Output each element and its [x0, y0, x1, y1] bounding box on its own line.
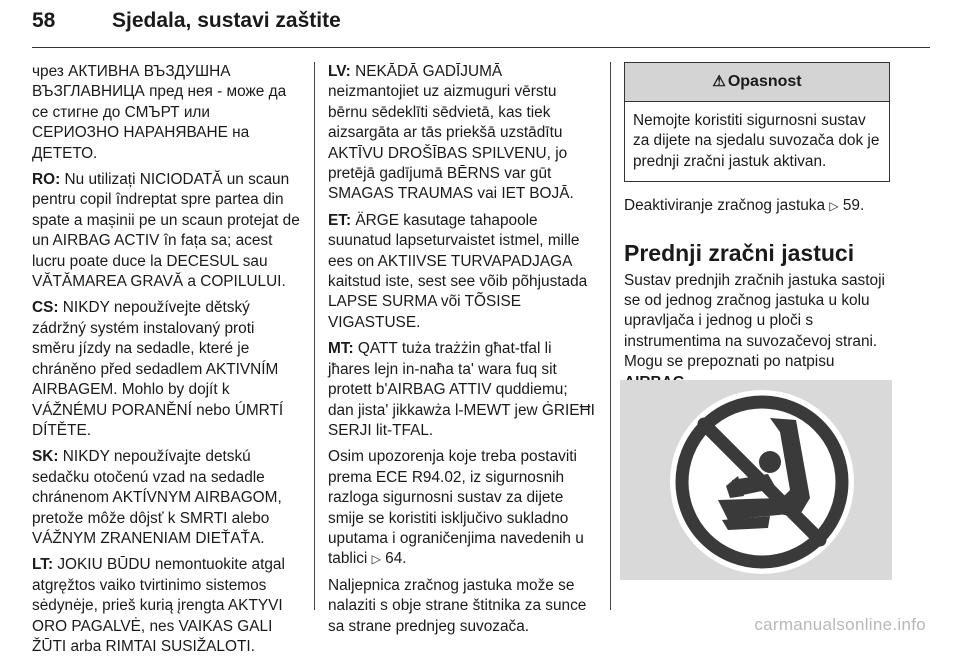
page-number: 58 — [32, 9, 56, 32]
danger-box — [624, 62, 890, 182]
lang-code: CS: — [32, 299, 59, 317]
page-reference-link[interactable]: 59 — [842, 197, 860, 215]
section-body: Sustav prednjih zračnih jastuka sastoji se od jednog zračnog jastuka u kolu upravljača i jednog u ploči s instrumentima na suvozačevoj strani. Mogu se prepoznati po natpisu — [624, 271, 885, 371]
warning-triangle-icon: ⚠ — [712, 73, 726, 90]
lang-code: MT: — [328, 340, 354, 358]
page-reference-link[interactable]: 64 — [385, 550, 403, 568]
warning-mt — [328, 339, 596, 441]
lang-code: RO: — [32, 171, 61, 189]
header-rule — [32, 47, 930, 48]
danger-box-title: Opasnost — [727, 73, 802, 90]
lang-code: ET: — [328, 211, 352, 229]
no-child-seat-sign — [620, 380, 892, 580]
column-divider — [610, 62, 611, 610]
warning-text: NIKDY nepoužívajte detskú sedačku otočenú vzad na sedadle chránenom AKTÍVNYM AIRBAGOM, pretože môže dôjsť k SMRTI alebo VÁŽNYM ZRANENIAM DIEŤAŤA. — [32, 448, 282, 547]
lang-code: LT: — [32, 556, 54, 574]
page-header — [32, 6, 930, 46]
warning-lv — [328, 62, 596, 205]
warning-text: JOKIU BŪDU nemontuokite atgal atgręžtos vaiko tvirtinimo sistemos sėdynėje, prieš kurią įrengta AKTYVI ORO PAGALVĖ, nes VAIKAS GALI ŽŪTI arba RIMTAI SUSIŽALOTI. — [32, 556, 285, 655]
warning-text: QATT tuża trażżin għat-tfal li jħares lejn in-naħa ta' wara fuq sit protett b'AIRBAG ATTIV quddiemu; dan jista' jikkawża l-MEWT jew ĠRIEĦI SERJI lit-TFAL. — [328, 340, 595, 439]
warning-text: NIKDY nepoužívejte dětský zádržný systém instalovaný proti směru jízdy na sedadle, které je chráněno před sedadlem AKTIVNÍM AIRBAGEM. Mohlo by dojít k VÁŽNÉMU PORANĚNÍ nebo ÚMRTÍ DÍTĚTE. — [32, 299, 284, 439]
reference-arrow-icon: ▷ — [829, 199, 839, 214]
danger-box-body: Nemojte koristiti sigurnosni sustav za dijete na sjedalu suvozača dok je prednji zračni jastuk aktivan. — [633, 112, 880, 170]
label-paragraph: Naljepnica zračnog jastuka može se nalaziti s obje strane štitnika za sunce sa strane prednjeg suvozača. — [328, 576, 587, 635]
warning-lt — [32, 555, 300, 657]
warning-ro — [32, 170, 300, 292]
intro-text: чрез АКТИВНА ВЪЗДУШНА ВЪЗГЛАВНИЦА пред нея - може да се стигне до СМЪРТ или СЕРИОЗНО НАРАНЯВАНЕ на ДЕТЕТО. — [32, 63, 287, 162]
no-child-seat-sign-icon — [620, 380, 892, 580]
section-text — [624, 271, 890, 393]
section-heading: Prednji zračni jastuci — [624, 239, 855, 266]
warning-text: ÄRGE kasutage tahapoole suunatud lapseturvaistet istmel, mille ees on AKTIIVSE TURVAPADJAGA kaitstud iste, sest see võib põhjustada LAPSE SURMA või TÕSISE VIGASTUSE. — [328, 211, 588, 331]
danger-box-header — [625, 63, 889, 102]
warning-text: Nu utilizați NICIODATĂ un scaun pentru copil îndreptat spre partea din spate a mașinii pe un scaun protejat de un AIRBAG ACTIV în fața sa; acest lucru poate duce la DECESUL sau VĂTĂMAREA GRAVĂ a COPILULUI. — [32, 171, 300, 291]
column-3 — [624, 62, 890, 399]
deactivation-ref: Deaktiviranje zračnog jastuka ▷ 59. — [624, 197, 865, 215]
column-2 — [328, 62, 596, 643]
ece-text: Osim upozorenja koje treba postaviti prema ECE R94.02, iz sigurnosnih razloga sigurnosni sustav za dijete smije se koristiti isključivo sukladno uputama i ograničenjima navedenih u tablici — [328, 448, 584, 568]
reference-arrow-icon: ▷ — [371, 552, 381, 567]
column-1 — [32, 62, 300, 663]
column-divider — [314, 62, 315, 610]
page-title: Sjedala, sustavi zaštite — [112, 9, 341, 32]
warning-cs — [32, 298, 300, 441]
warning-sk — [32, 447, 300, 549]
warning-et — [328, 211, 596, 333]
lang-code: SK: — [32, 448, 59, 466]
deactivation-text: Deaktiviranje zračnog jastuka — [624, 197, 826, 215]
ece-paragraph: Osim upozorenja koje treba postaviti prema ECE R94.02, iz sigurnosnih razloga sigurnosni sustav za dijete smije se koristiti isključivo sukladno uputama i ograničenjima navedenih u tablici ▷ 64. — [328, 448, 584, 568]
watermark: carmanualsonline.info — [754, 615, 926, 634]
warning-text: NEKĀDĀ GADĪJUMĀ neizmantojiet uz aizmuguri vērstu bērnu sēdeklīti sēdvietā, kas tiek aizsargāta ar tās priekšā uzstādītu AKTĪVU DROŠĪBAS SPILVENU, jo pretējā gadījumā BĒRNS var gūt SMAGAS TRAUMAS vai IET BOJĀ. — [328, 63, 574, 203]
lang-code: LV: — [328, 63, 351, 80]
